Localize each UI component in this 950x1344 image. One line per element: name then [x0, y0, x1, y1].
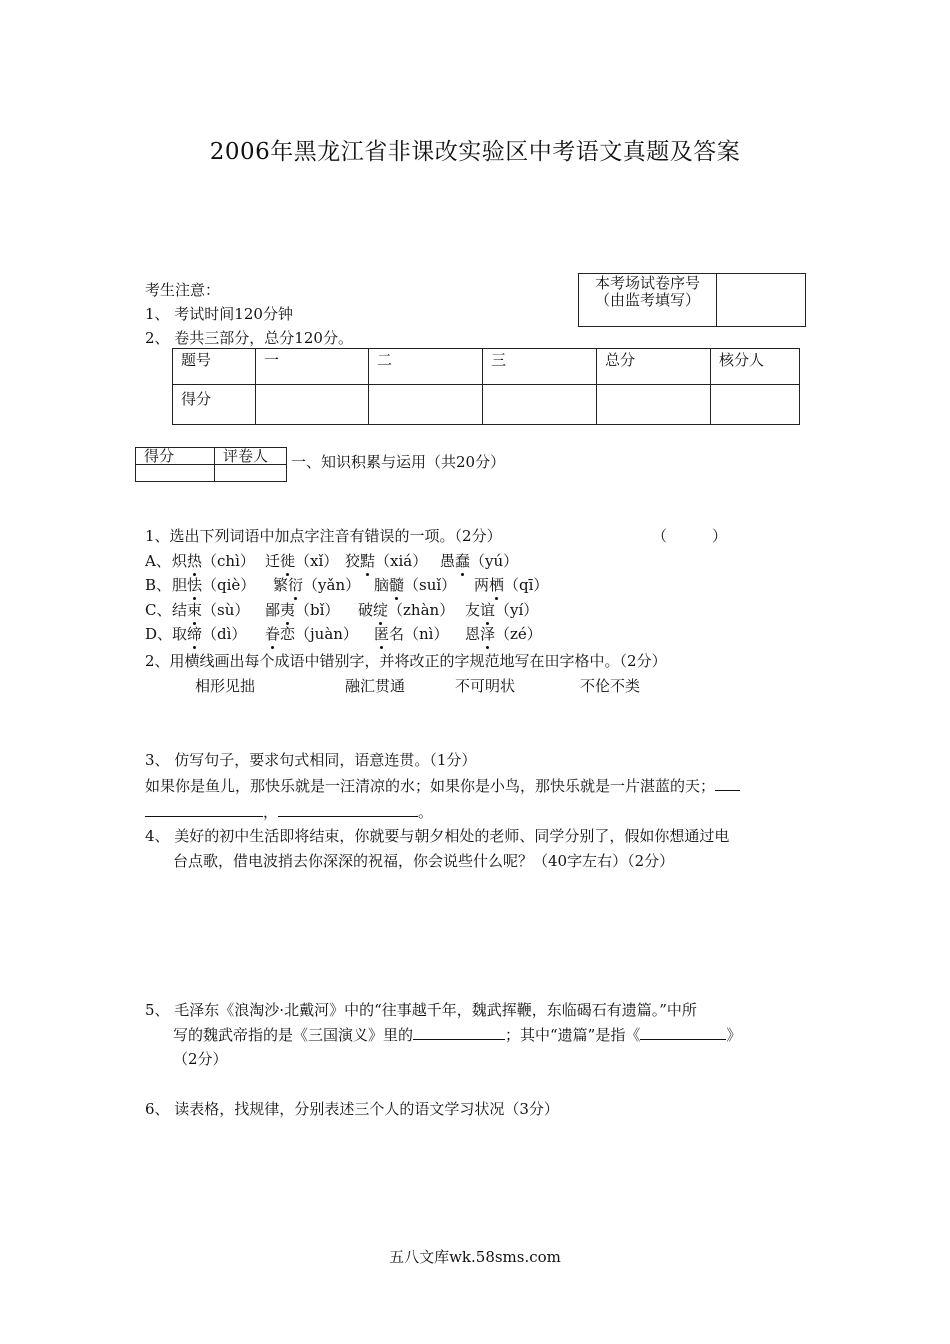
- question-4-stem: 4、 美好的初中生活即将结束，你就要与朝夕相处的老师、同学分别了，假如你想通过电: [145, 827, 730, 845]
- question-5-line: [173, 1024, 741, 1045]
- question-6-stem: 6、 读表格，找规律，分别表述三个人的语文学习状况（3分）: [145, 1100, 559, 1118]
- option-word: [440, 550, 518, 571]
- section-grader-cell[interactable]: [215, 465, 287, 482]
- option-word: [358, 599, 454, 620]
- question-5-text-a: 写的魏武帝指的是《三国演义》里的: [173, 1026, 414, 1044]
- idiom: 融汇贯通: [345, 677, 406, 695]
- option-word: [172, 599, 249, 620]
- pinyin: （yí）: [495, 601, 539, 619]
- option-word: [265, 550, 338, 571]
- section-score-label: 得分: [136, 448, 215, 465]
- word-char: 繁: [273, 576, 289, 594]
- section-score-cell[interactable]: [136, 465, 215, 482]
- serial-number-box: [578, 273, 806, 327]
- word-char: 两: [474, 576, 490, 594]
- question-3-text: [145, 775, 740, 796]
- pinyin: （sù）: [202, 601, 250, 619]
- option-letter: A、: [145, 552, 171, 570]
- question-5-stem: 5、 毛泽东《浪淘沙·北戴河》中的“往事越千年，魏武挥鞭，东临碣石有遗篇。”中所: [145, 1001, 697, 1019]
- answer-blank[interactable]: [413, 1025, 505, 1040]
- dotted-char: 热: [187, 552, 203, 570]
- score-header-cell: 题号: [173, 349, 256, 385]
- score-header-cell: 一: [256, 349, 369, 385]
- page-title: 2006年黑龙江省非课改实验区中考语文真题及答案: [209, 139, 741, 165]
- question-5-text-b: ；其中“遗篇”是指《: [505, 1026, 641, 1044]
- question-3-period: 。: [418, 803, 434, 821]
- dotted-char: 蠢: [455, 552, 471, 570]
- pinyin: （zhàn）: [388, 601, 455, 619]
- answer-parentheses: （ ）: [652, 527, 728, 545]
- score-cell[interactable]: [711, 385, 800, 425]
- question-3-answer-line: [145, 801, 433, 822]
- dotted-char: 夷: [280, 601, 296, 619]
- pinyin: （bǐ）: [295, 601, 340, 619]
- answer-blank[interactable]: [278, 802, 418, 817]
- dotted-char: 绽: [373, 601, 389, 619]
- section-score-table: [135, 447, 287, 482]
- serial-input-cell[interactable]: [717, 274, 806, 327]
- serial-label-cell: [579, 274, 717, 327]
- pinyin: （chì）: [202, 552, 255, 570]
- option-word: [374, 574, 456, 595]
- word-char: 破: [358, 601, 374, 619]
- question-3-sentence: 如果你是鱼儿，那快乐就是一汪清凉的水；如果你是小鸟，那快乐就是一片湛蓝的天；: [145, 777, 716, 795]
- score-cell[interactable]: [369, 385, 483, 425]
- word-char: 结: [172, 601, 188, 619]
- score-cell[interactable]: [256, 385, 369, 425]
- word-char: 友: [465, 601, 481, 619]
- option-word: [172, 574, 255, 595]
- idiom: 相形见拙: [195, 677, 256, 695]
- word-char: 狡: [345, 552, 361, 570]
- dotted-char: 眷: [265, 625, 281, 643]
- score-header-cell: 核分人: [711, 349, 800, 385]
- option-letter: B、: [145, 576, 172, 594]
- question-5-text-c: 》: [726, 1026, 742, 1044]
- idiom: 不可明状: [455, 677, 516, 695]
- serial-label-note: （由监考填写）: [594, 291, 700, 309]
- option-word: [172, 550, 255, 571]
- pinyin: 恋（juàn）: [280, 625, 358, 643]
- option-word: [273, 574, 360, 595]
- option-letter: D、: [145, 625, 173, 643]
- option-word: [465, 623, 542, 644]
- word-char: 取: [172, 625, 188, 643]
- option-word: [172, 623, 246, 644]
- score-table: [172, 348, 800, 425]
- dotted-char: 黠: [360, 552, 376, 570]
- dotted-char: 泽: [480, 625, 496, 643]
- pinyin: （yǎn）: [303, 576, 361, 594]
- dotted-char: 徙: [280, 552, 296, 570]
- dotted-char: 衍: [288, 576, 304, 594]
- score-row-label: 得分: [173, 385, 256, 425]
- score-header-cell: 二: [369, 349, 483, 385]
- section-grader-label: 评卷人: [215, 448, 287, 465]
- question-4-stem-cont: 台点歌，借电波捎去你深深的祝福，你会说些什么呢？（40字左右）（2分）: [173, 852, 675, 870]
- pinyin: （dì）: [202, 625, 247, 643]
- dotted-char: 匿: [374, 625, 390, 643]
- dotted-char: 束: [187, 601, 203, 619]
- option-word: [474, 574, 548, 595]
- word-char: 愚: [440, 552, 456, 570]
- option-word: [465, 599, 538, 620]
- option-word: [345, 550, 427, 571]
- option-letter: C、: [145, 601, 172, 619]
- answer-blank[interactable]: [640, 1025, 726, 1040]
- score-cell[interactable]: [597, 385, 711, 425]
- question-3-comma: ，: [263, 803, 279, 821]
- option-word: [265, 623, 358, 644]
- word-char: 迁: [265, 552, 281, 570]
- answer-blank[interactable]: [715, 776, 740, 791]
- pinyin: （qī）: [504, 576, 549, 594]
- question-1-stem: 1、选出下列词语中加点字注音有错误的一项。（2分）: [145, 527, 502, 545]
- word-char: 脑: [374, 576, 390, 594]
- pinyin: （suǐ）: [404, 576, 457, 594]
- answer-blank[interactable]: [145, 802, 263, 817]
- pinyin: （qiè）: [202, 576, 256, 594]
- pinyin: （zé）: [495, 625, 542, 643]
- notice-heading: 考生注意：: [145, 281, 221, 299]
- idiom: 不伦不类: [580, 677, 641, 695]
- word-char: 恩: [465, 625, 481, 643]
- pinyin: 名（nì）: [389, 625, 449, 643]
- notice-item: 2、 卷共三部分，总分120分。: [145, 329, 353, 347]
- question-3-stem: 3、 仿写句子，要求句式相同，语意连贯。（1分）: [145, 751, 477, 769]
- option-word: [265, 599, 339, 620]
- dotted-char: 缔: [187, 625, 203, 643]
- pinyin: （xiá）: [375, 552, 428, 570]
- footer-watermark: 五八文库wk.58sms.com: [389, 1248, 561, 1266]
- question-2-stem: 2、用横线画出每个成语中错别字，并将改正的字规范地写在田字格中。（2分）: [145, 652, 667, 670]
- word-char: 鄙: [265, 601, 281, 619]
- option-word: [374, 623, 448, 644]
- score-header-cell: 三: [483, 349, 597, 385]
- word-char: 炽: [172, 552, 188, 570]
- score-cell[interactable]: [483, 385, 597, 425]
- section-heading: 一、知识积累与运用（共20分）: [291, 453, 506, 471]
- dotted-char: 栖: [489, 576, 505, 594]
- pinyin: （xǐ）: [295, 552, 339, 570]
- question-5-score: （2分）: [173, 1050, 228, 1068]
- notice-item: 1、 考试时间120分钟: [145, 305, 293, 323]
- dotted-char: 髓: [389, 576, 405, 594]
- word-char: 胆: [172, 576, 188, 594]
- serial-label: 本考场试卷序号: [594, 274, 700, 292]
- dotted-char: 谊: [480, 601, 496, 619]
- pinyin: （yú）: [470, 552, 519, 570]
- dotted-char: 怯: [187, 576, 203, 594]
- score-header-cell: 总分: [597, 349, 711, 385]
